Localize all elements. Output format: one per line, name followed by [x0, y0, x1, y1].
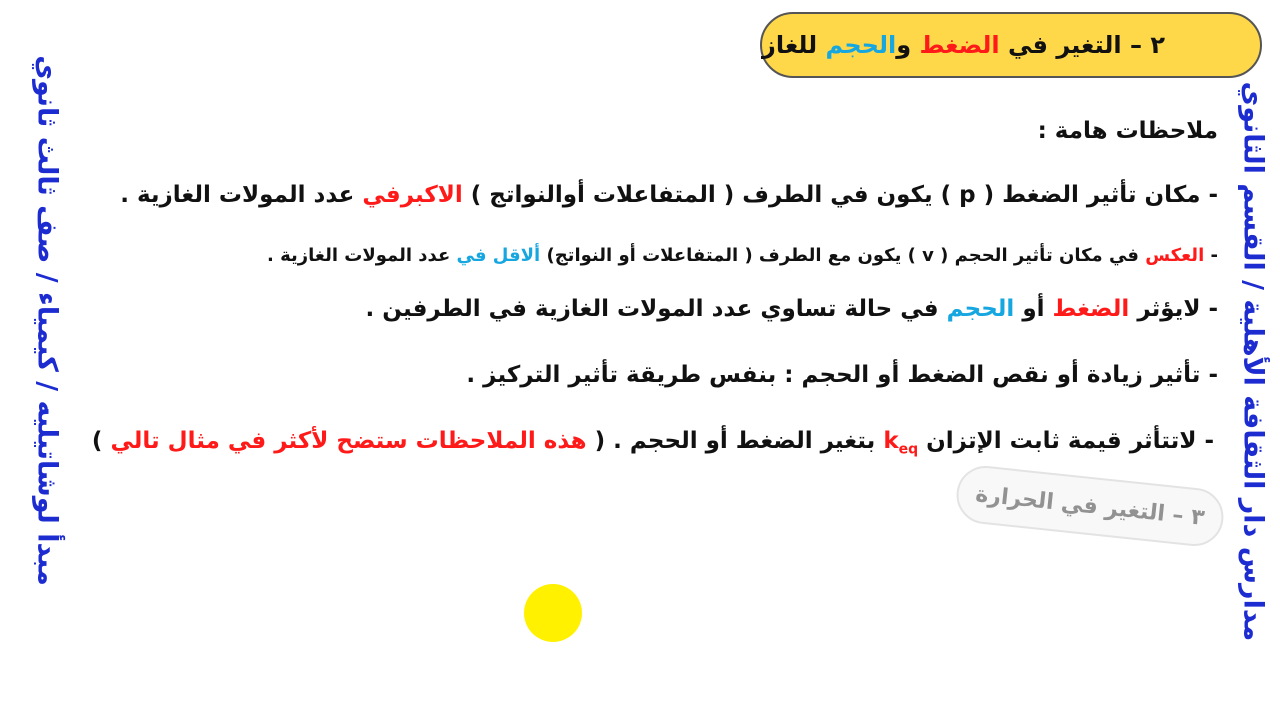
note-1-highlight: الاكبرفي: [362, 182, 463, 208]
note-5-highlight: هذه الملاحظات ستضح لأكثر في مثال تالي: [110, 428, 587, 454]
section-title: [760, 12, 1262, 78]
side-caption-left: مبدأ لوشاتيليه / كيمياء / صف ثالث ثانوي: [31, 55, 63, 586]
note-5-text-a: - لاتتأثر قيمة ثابت الإتزان: [918, 428, 1214, 454]
note-1-text-c: عدد المولات الغازية .: [120, 182, 363, 208]
faded-next-title: ٣ – التغير في الحرارة: [954, 463, 1227, 549]
pointer-dot: [524, 584, 582, 642]
title-part-volume: الحجم: [825, 31, 897, 59]
note-5-paren-open: (: [586, 428, 606, 454]
note-line-4: - تأثير زيادة أو نقص الضغط أو الحجم : بنفس طريقة تأثير التركيز .: [466, 362, 1218, 388]
keq-subscript: eq: [898, 441, 919, 458]
note-3-pressure: الضغط: [1052, 296, 1130, 322]
note-line-1: [120, 182, 1218, 208]
note-line-5: [92, 428, 1214, 458]
note-line-2: [267, 245, 1218, 266]
note-3-volume: الحجم: [946, 296, 1015, 322]
note-3-text-a: - لايؤثر: [1129, 296, 1218, 322]
note-line-3: [366, 296, 1218, 322]
title-part-change: التغير في: [999, 31, 1122, 59]
note-2-text-a: -: [1204, 245, 1218, 266]
title-number: ٢ –: [1121, 31, 1166, 59]
note-3-text-e: في حالة تساوي عدد المولات الغازية في الطرفين .: [365, 296, 947, 322]
note-5-paren-close: ): [91, 428, 111, 454]
note-2-highlight-reverse: العكس: [1145, 245, 1205, 266]
note-5-text-c: بتغير الضغط أو الحجم .: [605, 428, 884, 454]
keq-k: k: [883, 428, 899, 454]
note-2-text-e: عدد المولات الغازية .: [267, 245, 457, 266]
note-3-text-c: أو: [1014, 296, 1053, 322]
note-2-highlight-least: ألاقل في: [456, 245, 541, 266]
title-part-and: و: [896, 31, 920, 59]
note-2-text-c: في مكان تأثير الحجم ( v ) يكون مع الطرف ( المتفاعلات أو النواتج): [540, 245, 1146, 266]
title-part-pressure: الضغط: [919, 31, 1000, 59]
keq-symbol: [883, 428, 919, 458]
note-1-text-a: - مكان تأثير الضغط ( p ) يكون في الطرف ( المتفاعلات أوالنواتج ): [462, 182, 1218, 208]
side-caption-right: مدارس دار الثقافة الأهلية / القسم الثانوي: [1237, 81, 1269, 642]
title-part-gas: للغاز: [762, 31, 826, 59]
notes-heading: ملاحظات هامة :: [1037, 118, 1218, 144]
